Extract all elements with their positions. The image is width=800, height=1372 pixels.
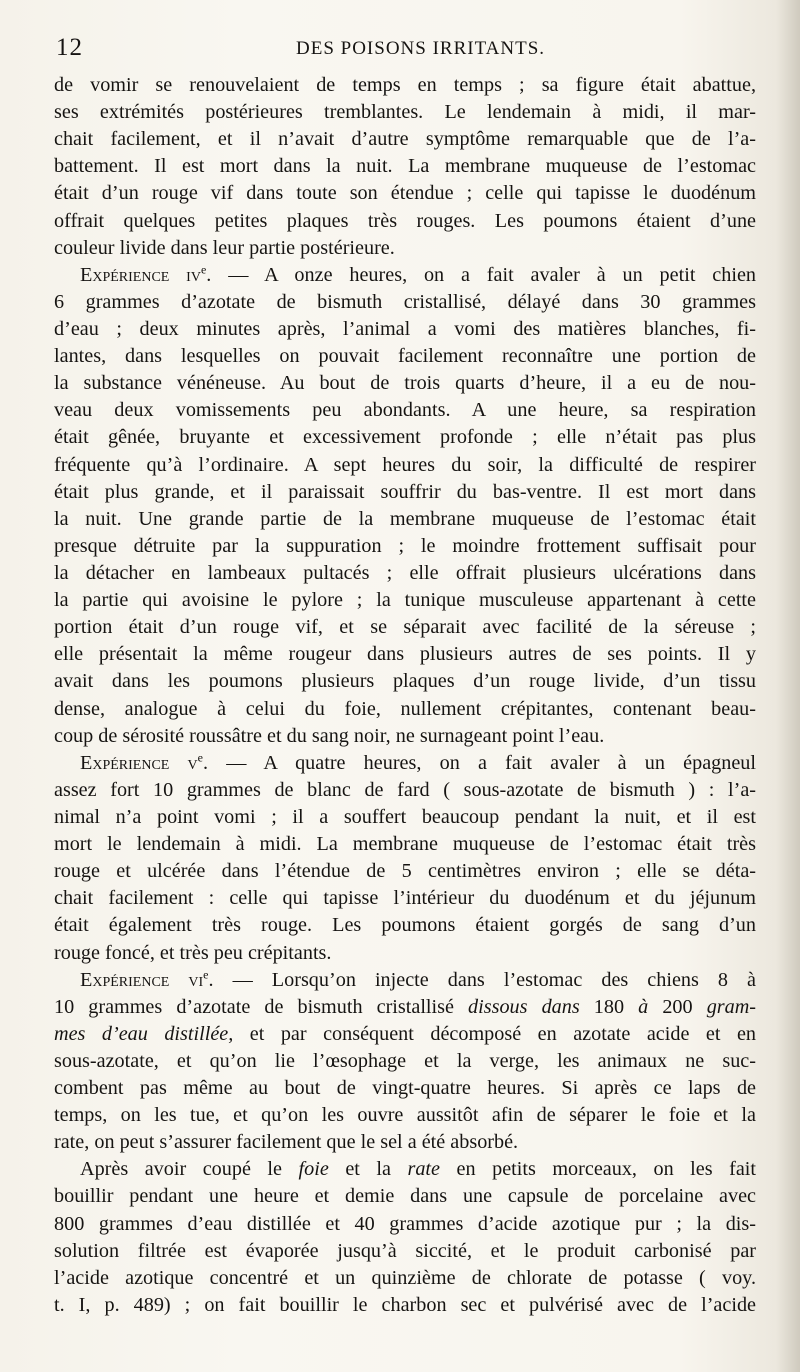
text-line: de vomir se renouvelaient de temps en temps ; sa figure était abattue, <box>54 74 756 96</box>
experience-label: Expérience vi <box>80 968 204 991</box>
text-line: était également très rouge. Les poumons étaient gorgés de sang d’un <box>54 914 756 937</box>
text-line: 800 grammes d’eau distillée et 40 grammes d’acide azotique pur ; la dis- <box>54 1212 756 1235</box>
experience-dot: . <box>208 968 214 991</box>
text-line: mort le lendemain à midi. La membrane muqueuse de l’estomac était très <box>54 833 756 856</box>
text-line: offrait quelques petites plaques très rouges. Les poumons étaient d’une <box>54 209 756 232</box>
text-line: rouge foncé, et très peu crépitants. <box>54 941 332 964</box>
text-line: battement. Il est mort dans la nuit. La membrane muqueuse de l’estomac <box>54 155 756 178</box>
text-line: coup de sérosité roussâtre et du sang noir, ne surnageant point l’eau. <box>54 724 605 747</box>
page-body <box>54 72 756 1319</box>
text-line: veau deux vomissements peu abondants. A une heure, sa respiration <box>54 399 756 422</box>
italic-segment: à <box>638 995 649 1018</box>
experience-dot: . <box>206 263 212 286</box>
text-line-mixed <box>54 1156 756 1183</box>
text-line: lantes, dans lesquelles on pouvait facilement reconnaître une portion de <box>54 345 756 368</box>
text-line: presque détruite par la suppuration ; le moindre frottement suffisait pour <box>54 534 756 557</box>
experience-v-first-line <box>54 750 756 777</box>
text-line: rate, on peut s’assurer facilement que le sel a été absorbé. <box>54 1131 519 1154</box>
text-line: combent pas même au bout de vingt-quatre heures. Si après ce laps de <box>54 1077 756 1100</box>
experience-iv-first-line <box>54 262 756 289</box>
experience-label: Expérience iv <box>80 263 201 286</box>
text-line: t. I, p. 489) ; on fait bouillir le charbon sec et pulvérisé avec de l’acide <box>54 1293 756 1316</box>
text-line-mixed <box>54 1021 756 1048</box>
experience-superscript: e <box>197 750 203 764</box>
text-line: était plus grande, et il paraissait souffrir du bas-ventre. Il est mort dans <box>54 480 756 503</box>
text-segment: et par conséquent décomposé en azotate acide et en <box>249 1022 756 1045</box>
text-line: d’eau ; deux minutes après, l’animal a vomi des matières blanches, fi- <box>54 317 756 340</box>
text-line: elle présentait la même rougeur dans plusieurs autres de ses points. Il y <box>54 643 756 666</box>
page-number: 12 <box>56 34 83 61</box>
experience-superscript: e <box>200 262 207 277</box>
italic-segment: dissous dans <box>468 995 580 1018</box>
text-line: était gênée, bruyante et excessivement profonde ; elle n’était pas plus <box>54 426 756 449</box>
text-line: — A onze heures, on a fait avaler à un petit chien <box>228 263 756 286</box>
text-line: — Lorsqu’on injecte dans l’estomac des chiens 8 à <box>232 968 756 991</box>
text-segment: Après avoir coupé le <box>80 1158 282 1181</box>
text-line: temps, on les tue, et qu’on les ouvre aussitôt afin de séparer le foie et la <box>54 1104 756 1127</box>
text-line: la partie qui avoisine le pylore ; la tunique musculeuse appartenant à cette <box>54 589 756 612</box>
experience-dot: . <box>202 751 208 774</box>
text-line: nimal n’a point vomi ; il a souffert beaucoup pendant la nuit, et il est <box>54 805 756 828</box>
text-line: sous-azotate, et qu’on lie l’œsophage et la verge, les animaux ne suc- <box>54 1049 756 1072</box>
italic-segment: foie <box>298 1158 329 1181</box>
text-line: était d’un rouge vif dans toute son étendue ; celle qui tapisse le duodénum <box>54 182 756 205</box>
text-segment: et la <box>345 1158 391 1181</box>
text-line: assez fort 10 grammes de blanc de fard ( sous-azotate de bismuth ) : l’a- <box>54 778 756 801</box>
text-line: solution filtrée est évaporée jusqu’à siccité, et le produit carbonisé par <box>54 1239 756 1262</box>
text-line: rouge et ulcérée dans l’étendue de 5 centimètres environ ; elle se déta- <box>54 860 756 883</box>
italic-segment: rate <box>407 1158 441 1181</box>
experience-superscript: e <box>203 966 209 981</box>
text-segment: 200 <box>662 995 693 1018</box>
running-head: DES POISONS IRRITANTS. <box>296 38 546 59</box>
experience-vi-first-line <box>54 967 756 994</box>
text-line-mixed <box>54 994 756 1021</box>
page-header <box>56 34 760 64</box>
text-line: la détacher en lambeaux pultacés ; elle offrait plusieurs ulcérations dans <box>54 561 756 584</box>
text-line: la nuit. Une grande partie de la membrane muqueuse de l’estomac était <box>54 507 756 530</box>
text-line: — A quatre heures, on a fait avaler à un épagneul <box>226 751 756 774</box>
text-line: la substance vénéneuse. Au bout de trois quarts d’heure, il a eu de nou- <box>54 372 756 395</box>
text-line: bouillir pendant une heure et demie dans une capsule de porcelaine avec <box>54 1185 756 1208</box>
text-line: chait facilement, et il n’avait d’autre symptôme remarquable que de l’a- <box>54 128 756 151</box>
text-line: portion était d’un rouge vif, et se séparait avec facilité de la séreuse ; <box>54 616 756 639</box>
text-segment: 180 <box>593 995 625 1018</box>
text-line: fréquente qu’à l’ordinaire. A sept heures du soir, la difficulté de respirer <box>54 453 756 476</box>
text-segment: en petits morceaux, on les fait <box>456 1158 756 1181</box>
text-segment: 10 grammes d’azotate de bismuth cristallisé <box>54 995 454 1018</box>
text-line: 6 grammes d’azotate de bismuth cristallisé, délayé dans 30 grammes <box>54 290 756 313</box>
italic-segment: mes d’eau distillée, <box>54 1022 234 1045</box>
text-line: dense, analogue à celui du foie, nullement crépitantes, contenant beau- <box>54 697 756 720</box>
text-line: chait facilement : celle qui tapisse l’intérieur du duodénum et du jéjunum <box>54 887 756 910</box>
text-line: ses extrémités postérieures tremblantes. Le lendemain à midi, il mar- <box>54 101 756 124</box>
text-line: avait dans les poumons plusieurs plaques d’un rouge livide, d’un tissu <box>54 670 756 693</box>
experience-label: Expérience v <box>80 751 198 774</box>
text-line: couleur livide dans leur partie postérieure. <box>54 236 395 259</box>
text-line: l’acide azotique concentré et un quinzième de chlorate de potasse ( voy. <box>54 1266 756 1289</box>
italic-segment: gram- <box>706 995 756 1018</box>
